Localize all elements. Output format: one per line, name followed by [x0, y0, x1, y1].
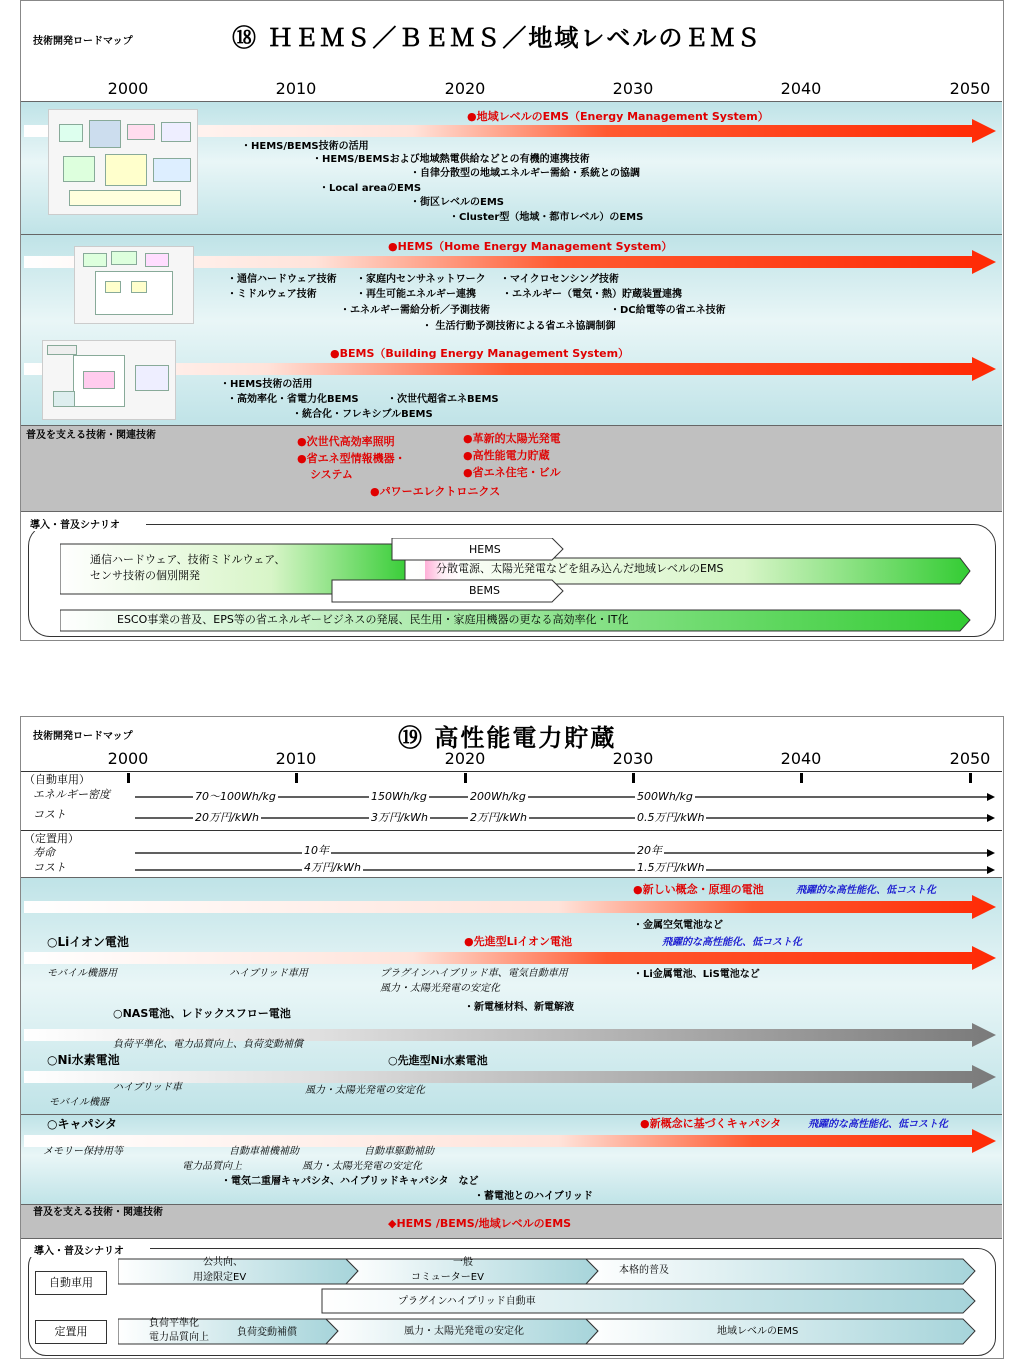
cap-tech: ・電気二重層キャパシタ、ハイブリッドキャパシタ など [221, 1176, 479, 1187]
support-item: ●パワーエレクトロニクス [370, 485, 501, 498]
scenario-regional: 分散電源、太陽光発電などを組み込んだ地域レベルのEMS [436, 562, 724, 575]
scenario-label: 導入・普及シナリオ [30, 1242, 150, 1257]
support-tech-label: 普及を支える技術・関連技術 [33, 1207, 163, 1218]
year-label: 2010 [275, 79, 317, 98]
use-mobile: モバイル機器用 [47, 968, 117, 979]
year-tick [969, 773, 972, 783]
energy-value: 70～100Wh/kg [195, 790, 276, 803]
hems-heading: ●HEMS（Home Energy Management System） [388, 240, 673, 253]
use-mobile: モバイル機器 [49, 1097, 109, 1108]
section-19-title: ⑲ 高性能電力貯蔵 [398, 724, 617, 752]
scenario-stationary-label: 定置用 [35, 1320, 107, 1344]
nimh-label: ○Ni水素電池 [47, 1053, 120, 1067]
cost-value: 20万円/kWh [195, 811, 259, 824]
scenario-auto-step: 一般 [453, 1257, 473, 1268]
year-tick [464, 773, 467, 783]
scenario-stationary-step: 負荷平準化 [149, 1318, 199, 1329]
scenario-dev-text: 通信ハードウェア、技術ミドルウェア、 [90, 553, 286, 566]
stationary-label: （定置用） [24, 832, 79, 845]
scenario-label: 導入・普及シナリオ [26, 516, 146, 531]
divider [21, 771, 1002, 772]
cost-value: 0.5万円/kWh [637, 811, 705, 824]
regional-item: ・Cluster型（地域・都市レベル）のEMS [449, 212, 644, 223]
year-label: 2030 [612, 79, 654, 98]
cap-use: 風力・太陽光発電の安定化 [302, 1161, 422, 1172]
support-item: ◆HEMS /BEMS/地域レベルのEMS [388, 1217, 572, 1230]
hems-item: ・ミドルウェア技術 [227, 289, 317, 300]
scenario-auto-label: 自動車用 [35, 1271, 107, 1295]
support-item: ●次世代高効率照明 [297, 435, 395, 448]
leap-note: 飛躍的な高性能化、低コスト化 [808, 1119, 948, 1130]
year-label: 2050 [949, 749, 991, 768]
nas-use: 負荷平準化、電力品質向上、負荷変動補償 [113, 1039, 303, 1050]
scenario-stationary-step: 風力・太陽光発電の安定化 [404, 1326, 524, 1337]
capacitor-label: ○キャパシタ [47, 1117, 117, 1131]
bems-heading: ●BEMS（Building Energy Management System） [330, 347, 630, 360]
life-value: 10年 [304, 844, 329, 857]
regional-item: ・HEMS/BEMS技術の活用 [241, 141, 369, 152]
year-tick [632, 773, 635, 783]
hems-item: ・DC給電等の省エネ技術 [610, 305, 726, 316]
hems-item: ・マイクロセンシング技術 [500, 274, 619, 285]
scenario-auto-step: 本格的普及 [619, 1265, 669, 1276]
year-label: 2000 [107, 749, 149, 768]
year-tick [295, 773, 298, 783]
support-tech-label: 普及を支える技術・関連技術 [26, 430, 156, 441]
cost-label: コスト [33, 861, 66, 874]
use-phev: プラグインハイブリッド車、電気自動車用 [380, 968, 568, 979]
new-electrode: ・新電極材料、新電解液 [464, 1002, 574, 1013]
support-item: ●省エネ住宅・ビル [463, 466, 561, 479]
battery-arrows [24, 895, 999, 1095]
cap-use: 電力品質向上 [182, 1161, 242, 1172]
regional-ems-diagram-thumbnail [48, 109, 198, 215]
hems-item: ・エネルギー（電気・熱）貯蔵装置連携 [502, 289, 682, 300]
support-item: ●革新的太陽光発電 [463, 432, 561, 445]
year-tick [127, 773, 130, 783]
regional-item: ・自律分散型の地域エネルギー需給・系統との協調 [410, 168, 640, 179]
scenario-auto-step: 用途限定EV [193, 1272, 247, 1283]
new-capacitor: ●新概念に基づくキャパシタ [640, 1117, 782, 1130]
scenario-dev-text: センサ技術の個別開発 [90, 569, 200, 582]
new-concept-battery: ●新しい概念・原理の電池 [633, 883, 764, 896]
nas-label: ○NAS電池、レドックスフロー電池 [113, 1007, 291, 1020]
support-item: ●省エネ型情報機器・ [297, 452, 406, 465]
scenario-auto-step: コミューターEV [411, 1272, 484, 1283]
year-label: 2050 [949, 79, 991, 98]
cap-use: 自動車補機補助 [229, 1146, 299, 1157]
use-phev: 風力・太陽光発電の安定化 [380, 983, 500, 994]
cost-value: 3万円/kWh [371, 811, 428, 824]
cap-use: 自動車駆動補助 [364, 1146, 434, 1157]
divider [21, 830, 1002, 831]
cost-label: コスト [33, 808, 66, 821]
hems-item: ・ 生活行動予測技術による省エネ協調制御 [422, 321, 616, 332]
bems-item: ・HEMS技術の活用 [220, 379, 313, 390]
hems-item: ・再生可能エネルギー連携 [356, 289, 476, 300]
year-label: 2010 [275, 749, 317, 768]
year-label: 2040 [780, 749, 822, 768]
regional-item: ・HEMS/BEMSおよび地域熱電供給などとの有機的連携技術 [312, 154, 590, 165]
bems-item: ・統合化・フレキシブルBEMS [292, 409, 433, 420]
li-metal-battery: ・Li金属電池、LiS電池など [633, 969, 760, 980]
energy-value: 200Wh/kg [470, 790, 526, 803]
use-hybrid: ハイブリッド車用 [229, 968, 308, 979]
energy-density-label: エネルギー密度 [33, 788, 110, 801]
regional-item: ・街区レベルのEMS [410, 197, 504, 208]
hems-item: ・通信ハードウェア技術 [227, 274, 337, 285]
scenario-bems: BEMS [469, 584, 500, 597]
bems-item: ・次世代超省エネBEMS [387, 394, 499, 405]
metal-air-battery: ・金属空気電池など [633, 920, 723, 931]
bems-diagram-thumbnail [42, 340, 176, 420]
use-hv: ハイブリッド車 [113, 1082, 182, 1093]
bems-item: ・高効率化・省電力化BEMS [227, 394, 359, 405]
scenario-stationary-step: 負荷変動補償 [237, 1327, 297, 1338]
life-label: 寿命 [33, 846, 55, 859]
hems-item: ・エネルギー需給分析／予測技術 [340, 305, 490, 316]
support-item: ●高性能電力貯蔵 [463, 449, 550, 462]
year-label: 2000 [107, 79, 149, 98]
year-label: 2020 [444, 79, 486, 98]
cost-value: 4万円/kWh [304, 861, 361, 874]
hems-diagram-thumbnail [74, 246, 194, 324]
stationary-metric-lines [135, 848, 997, 876]
regional-ems-heading: ●地域レベルのEMS（Energy Management System） [467, 110, 769, 123]
cost-value: 1.5万円/kWh [637, 861, 705, 874]
hems-item: ・家庭内センサネットワーク [356, 274, 486, 285]
year-label: 2020 [444, 749, 486, 768]
regional-item: ・Local areaのEMS [319, 183, 422, 194]
life-value: 20年 [637, 844, 662, 857]
scenario-stationary-step: 電力品質向上 [149, 1332, 209, 1343]
header-label: 技術開発ロードマップ [33, 731, 133, 742]
adv-nimh-label: ○先進型Ni水素電池 [388, 1054, 488, 1067]
scenario-hems: HEMS [469, 543, 501, 556]
capacitor-arrow [24, 1128, 999, 1154]
scenario-phev: プラグインハイブリッド自動車 [398, 1296, 536, 1307]
section-18-title: ⑱ ＨＥＭＳ／ＢＥＭＳ／地域レベルのＥＭＳ [232, 24, 763, 52]
energy-value: 500Wh/kg [637, 790, 693, 803]
scenario-esco: ESCO事業の普及、EPS等の省エネルギービジネスの発展、民生用・家庭用機器の更なる高効率化・IT化 [117, 613, 629, 626]
scenario-stationary-step: 地域レベルのEMS [717, 1326, 799, 1337]
use-wind: 風力・太陽光発電の安定化 [305, 1085, 425, 1096]
year-label: 2030 [612, 749, 654, 768]
cost-value: 2万円/kWh [470, 811, 527, 824]
scenario-auto-step: 公共向、 [203, 1257, 243, 1268]
leap-note: 飛躍的な高性能化、低コスト化 [662, 937, 802, 948]
support-item: システム [310, 468, 353, 481]
auto-label: （自動車用） [24, 773, 90, 786]
year-tick [800, 773, 803, 783]
energy-value: 150Wh/kg [371, 790, 427, 803]
year-label: 2040 [780, 79, 822, 98]
li-ion-label: ○Liイオン電池 [47, 935, 129, 949]
leap-note: 飛躍的な高性能化、低コスト化 [796, 885, 936, 896]
cap-use: メモリー保持用等 [43, 1146, 123, 1157]
cap-tech: ・蓄電池とのハイブリッド [474, 1191, 593, 1202]
advanced-li-ion: ●先進型Liイオン電池 [464, 935, 573, 948]
header-label: 技術開発ロードマップ [33, 36, 133, 47]
